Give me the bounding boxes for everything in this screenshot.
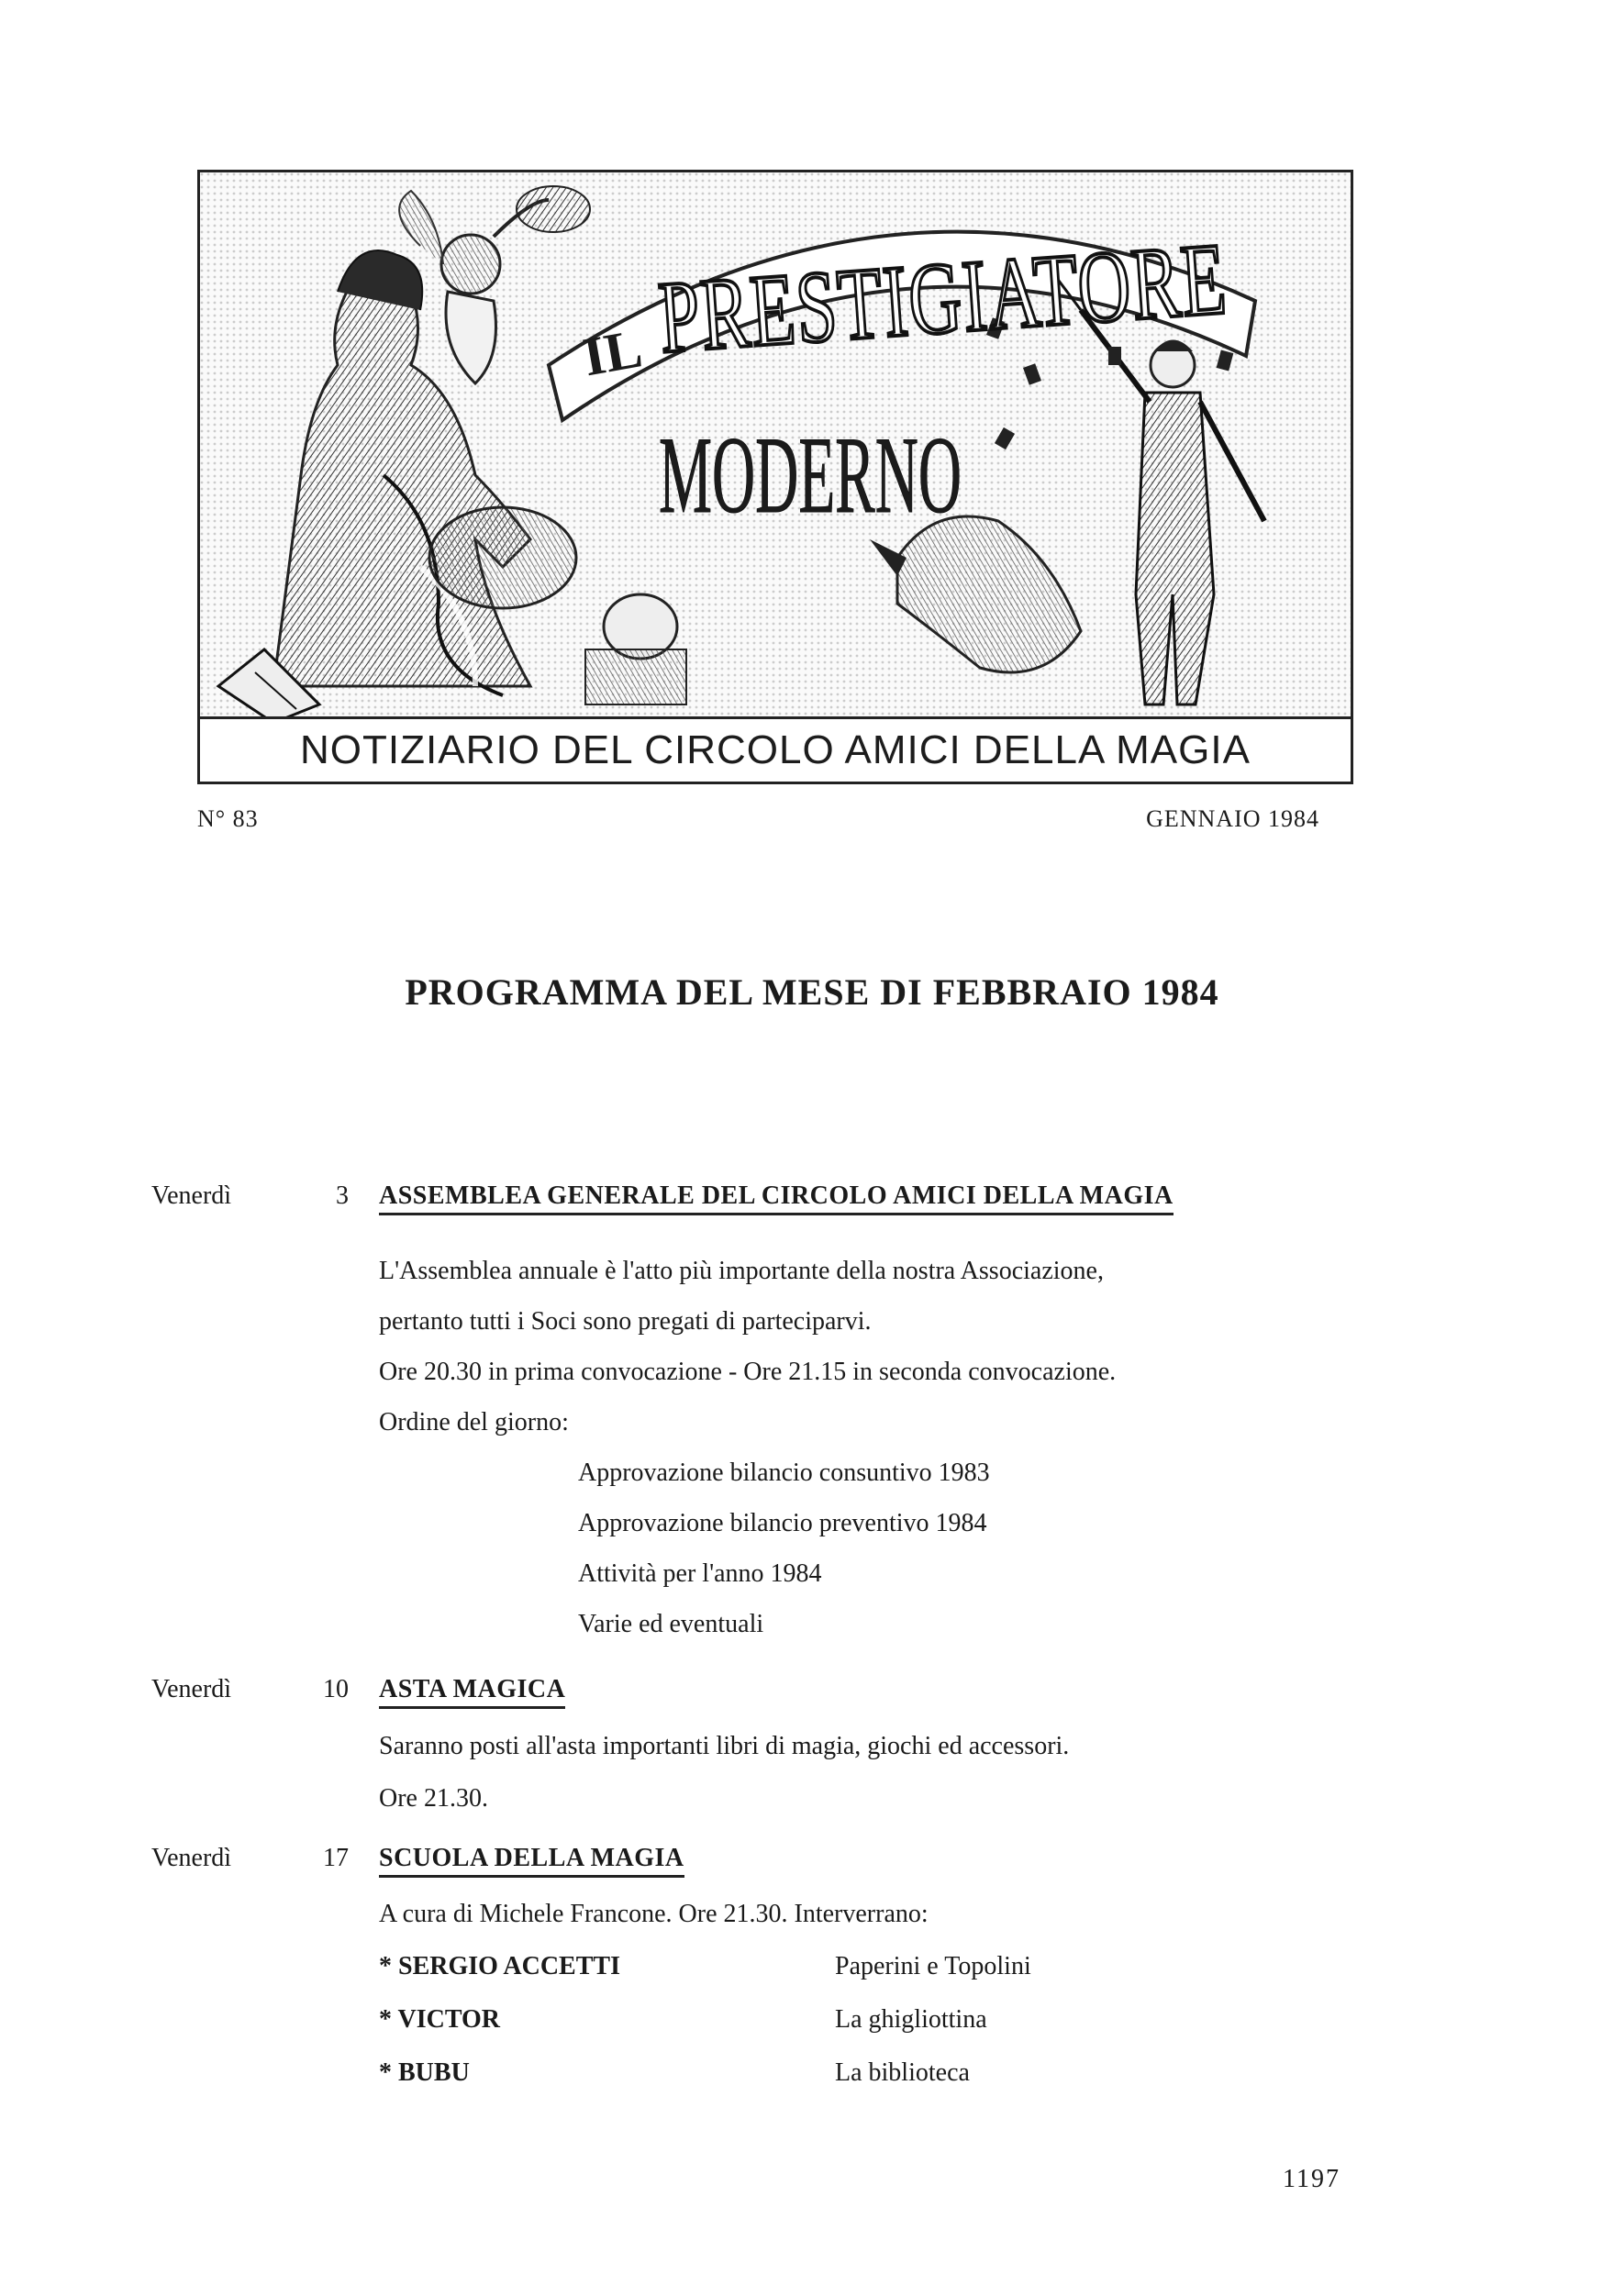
performer-act: Paperini e Topolini [835, 1952, 1031, 1980]
event-line: Ordine del giorno: [379, 1408, 569, 1436]
event-line: pertanto tutti i Soci sono pregati di parteciparvi. [379, 1307, 872, 1336]
page-title: PROGRAMMA DEL MESE DI FEBBRAIO 1984 [405, 971, 1219, 1013]
event-heading: ASSEMBLEA GENERALE DEL CIRCOLO AMICI DELLA MAGIA [379, 1183, 1174, 1215]
event-line: Ore 21.30. [379, 1784, 488, 1813]
event-line: L'Assemblea annuale è l'atto più importante della nostra Associazione, [379, 1257, 1104, 1285]
agenda-item: Attività per l'anno 1984 [578, 1559, 822, 1588]
event-weekday: Venerdì [151, 1675, 232, 1703]
event-weekday: Venerdì [151, 1181, 232, 1210]
issue-date: GENNAIO 1984 [1146, 805, 1319, 832]
event-line: Ore 20.30 in prima convocazione - Ore 21.15 in seconda convocazione. [379, 1358, 1117, 1386]
event-weekday: Venerdì [151, 1844, 232, 1872]
performer-name: * VICTOR [379, 2005, 501, 2034]
performer-act: La biblioteca [835, 2058, 970, 2087]
page-number: 1197 [1283, 2165, 1340, 2193]
event-heading: SCUOLA DELLA MAGIA [379, 1846, 684, 1878]
performer-name: * BUBU [379, 2058, 470, 2087]
masthead-subtitle: MODERNO [659, 414, 962, 536]
masthead [197, 170, 1466, 784]
masthead-caption: NOTIZIARIO DEL CIRCOLO AMICI DELLA MAGIA [200, 716, 1351, 782]
masthead-title-prefix: IL [578, 317, 647, 388]
performer-act: La ghigliottina [835, 2005, 987, 2034]
masthead-illustration [200, 172, 1466, 782]
event-day: 3 [336, 1181, 349, 1210]
event-day: 10 [323, 1675, 349, 1703]
event-line: Saranno posti all'asta importanti libri di magia, giochi ed accessori. [379, 1732, 1070, 1760]
issue-number: N° 83 [197, 805, 259, 832]
event-line: A cura di Michele Francone. Ore 21.30. Interverrano: [379, 1900, 929, 1928]
agenda-item: Approvazione bilancio preventivo 1984 [578, 1509, 987, 1537]
event-heading: ASTA MAGICA [379, 1677, 565, 1709]
agenda-item: Varie ed eventuali [578, 1610, 764, 1638]
event-day: 17 [323, 1844, 349, 1872]
performer-name: * SERGIO ACCETTI [379, 1952, 620, 1980]
agenda-item: Approvazione bilancio consuntivo 1983 [578, 1459, 990, 1487]
masthead-title-main: PRESTIGIATORE [655, 205, 1466, 375]
